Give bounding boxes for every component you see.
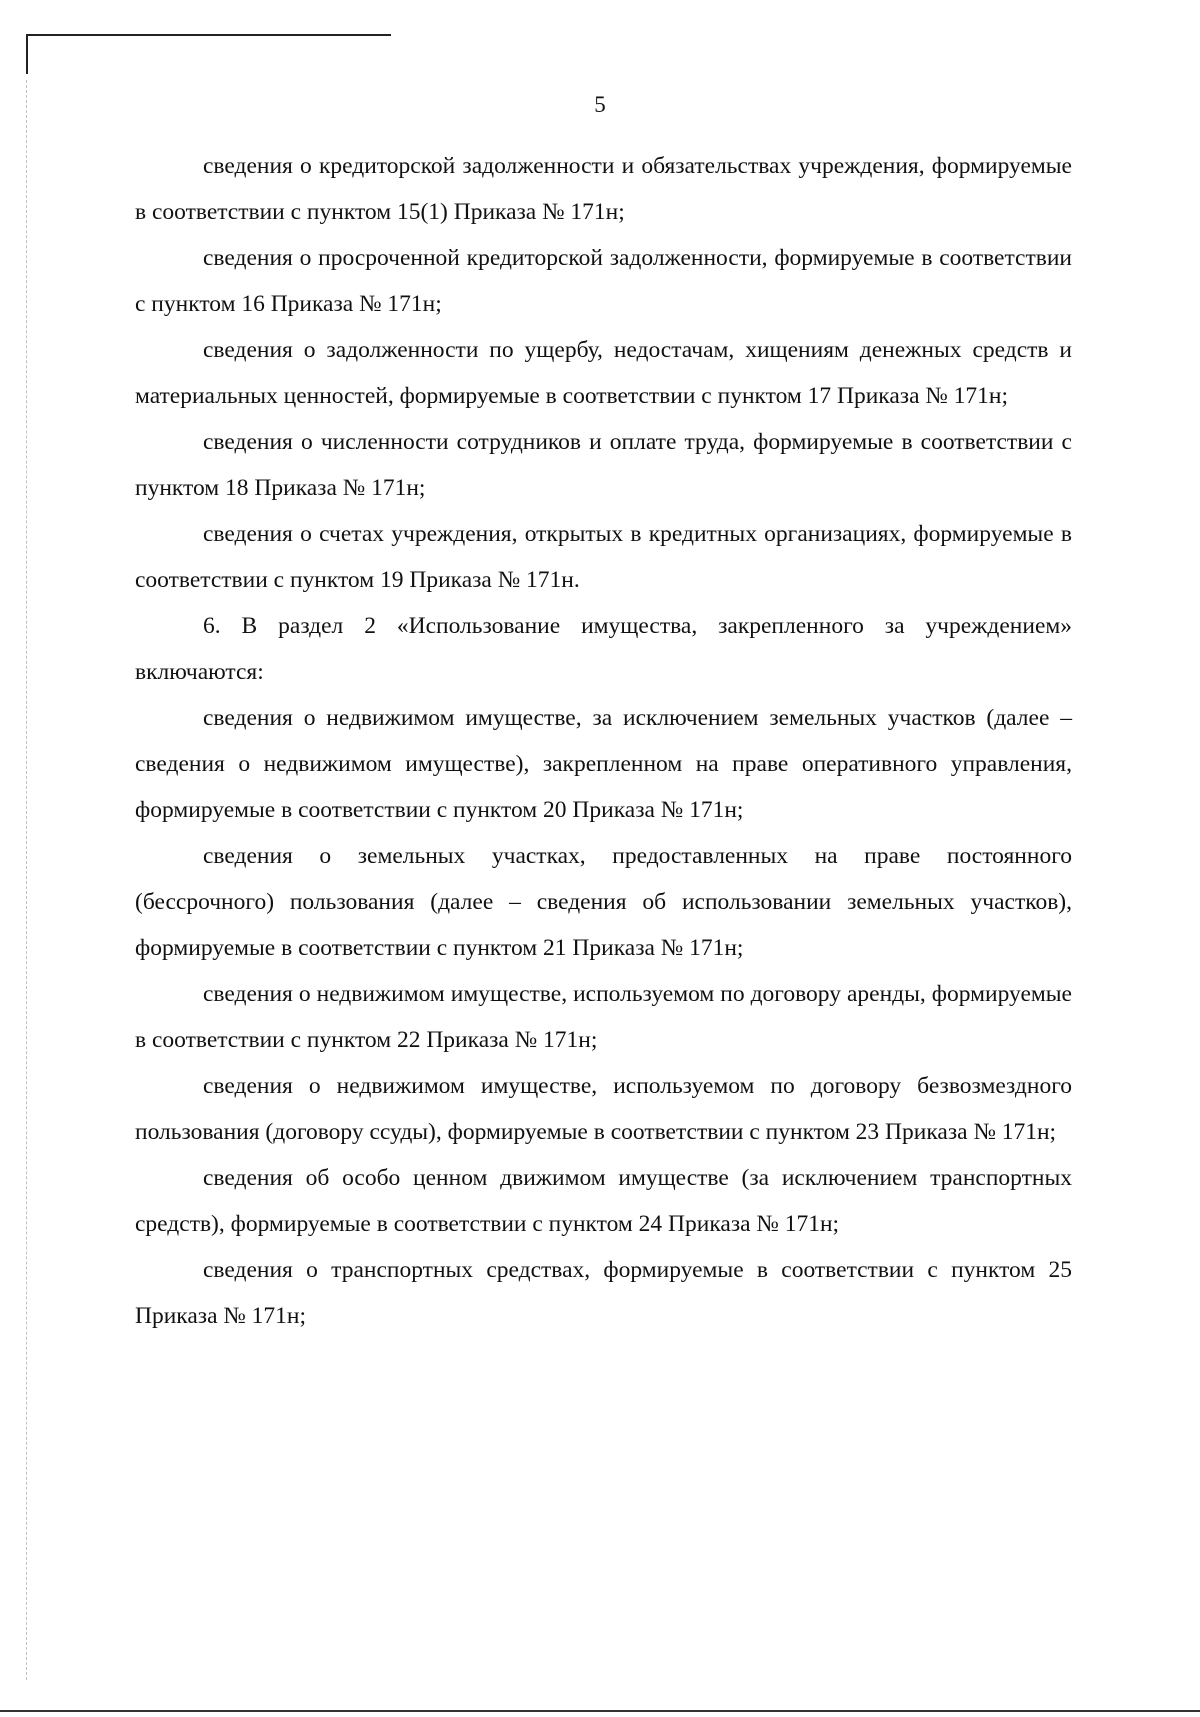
paragraph-vehicles: сведения о транспортных средствах, формируемые в соответствии с пунктом 25 Приказа № 171н; xyxy=(135,1257,1072,1329)
paragraph-creditor-debt: сведения о кредиторской задолженности и обязательствах учреждения, формируемые в соответствии с пунктом 15(1) Приказа № 171н; xyxy=(135,153,1072,225)
paragraph-section-2: 6. В раздел 2 «Использование имущества, закрепленного за учреждением» включаются: xyxy=(135,613,1072,685)
scan-frame-left-line xyxy=(26,34,28,74)
document-body xyxy=(135,143,1072,1339)
paragraph-staff-count: сведения о численности сотрудников и оплате труда, формируемые в соответствии с пунктом 18 Приказа № 171н; xyxy=(135,429,1072,501)
page-number: 5 xyxy=(594,92,606,117)
scan-bottom-edge xyxy=(0,1710,1200,1712)
paragraph-lease: сведения о недвижимом имуществе, используемом по договору аренды, формируемые в соответствии с пунктом 22 Приказа № 171н; xyxy=(135,981,1072,1053)
paragraph-damage-debt: сведения о задолженности по ущербу, недостачам, хищениям денежных средств и материальных ценностей, формируемые в соответствии с пунктом 17 Приказа № 171н; xyxy=(135,337,1072,409)
paragraph-real-estate: сведения о недвижимом имуществе, за исключением земельных участков (далее – сведения о недвижимом имуществе), закрепленном на праве оперативного управления, формируемые в соответствии с пунктом 20 Приказа № 171н; xyxy=(135,705,1072,823)
paragraph-movable-property: сведения об особо ценном движимом имуществе (за исключением транспортных средств), формируемые в соответствии с пунктом 24 Приказа № 171н; xyxy=(135,1165,1072,1237)
paragraph-free-use: сведения о недвижимом имуществе, используемом по договору безвозмездного пользования (договору ссуды), формируемые в соответствии с пунктом 23 Приказа № 171н; xyxy=(135,1073,1072,1145)
scan-frame-top-line xyxy=(26,34,391,36)
scan-left-edge xyxy=(26,80,27,1680)
paragraph-land-plots: сведения о земельных участках, предоставленных на праве постоянного (бессрочного) пользования (далее – сведения об использовании земельных участков), формируемые в соответствии с пунктом 21 Приказа № 171н; xyxy=(135,843,1072,961)
paragraph-overdue-debt: сведения о просроченной кредиторской задолженности, формируемые в соответствии с пунктом 16 Приказа № 171н; xyxy=(135,245,1072,317)
paragraph-bank-accounts: сведения о счетах учреждения, открытых в кредитных организациях, формируемые в соответствии с пунктом 19 Приказа № 171н. xyxy=(135,521,1072,593)
